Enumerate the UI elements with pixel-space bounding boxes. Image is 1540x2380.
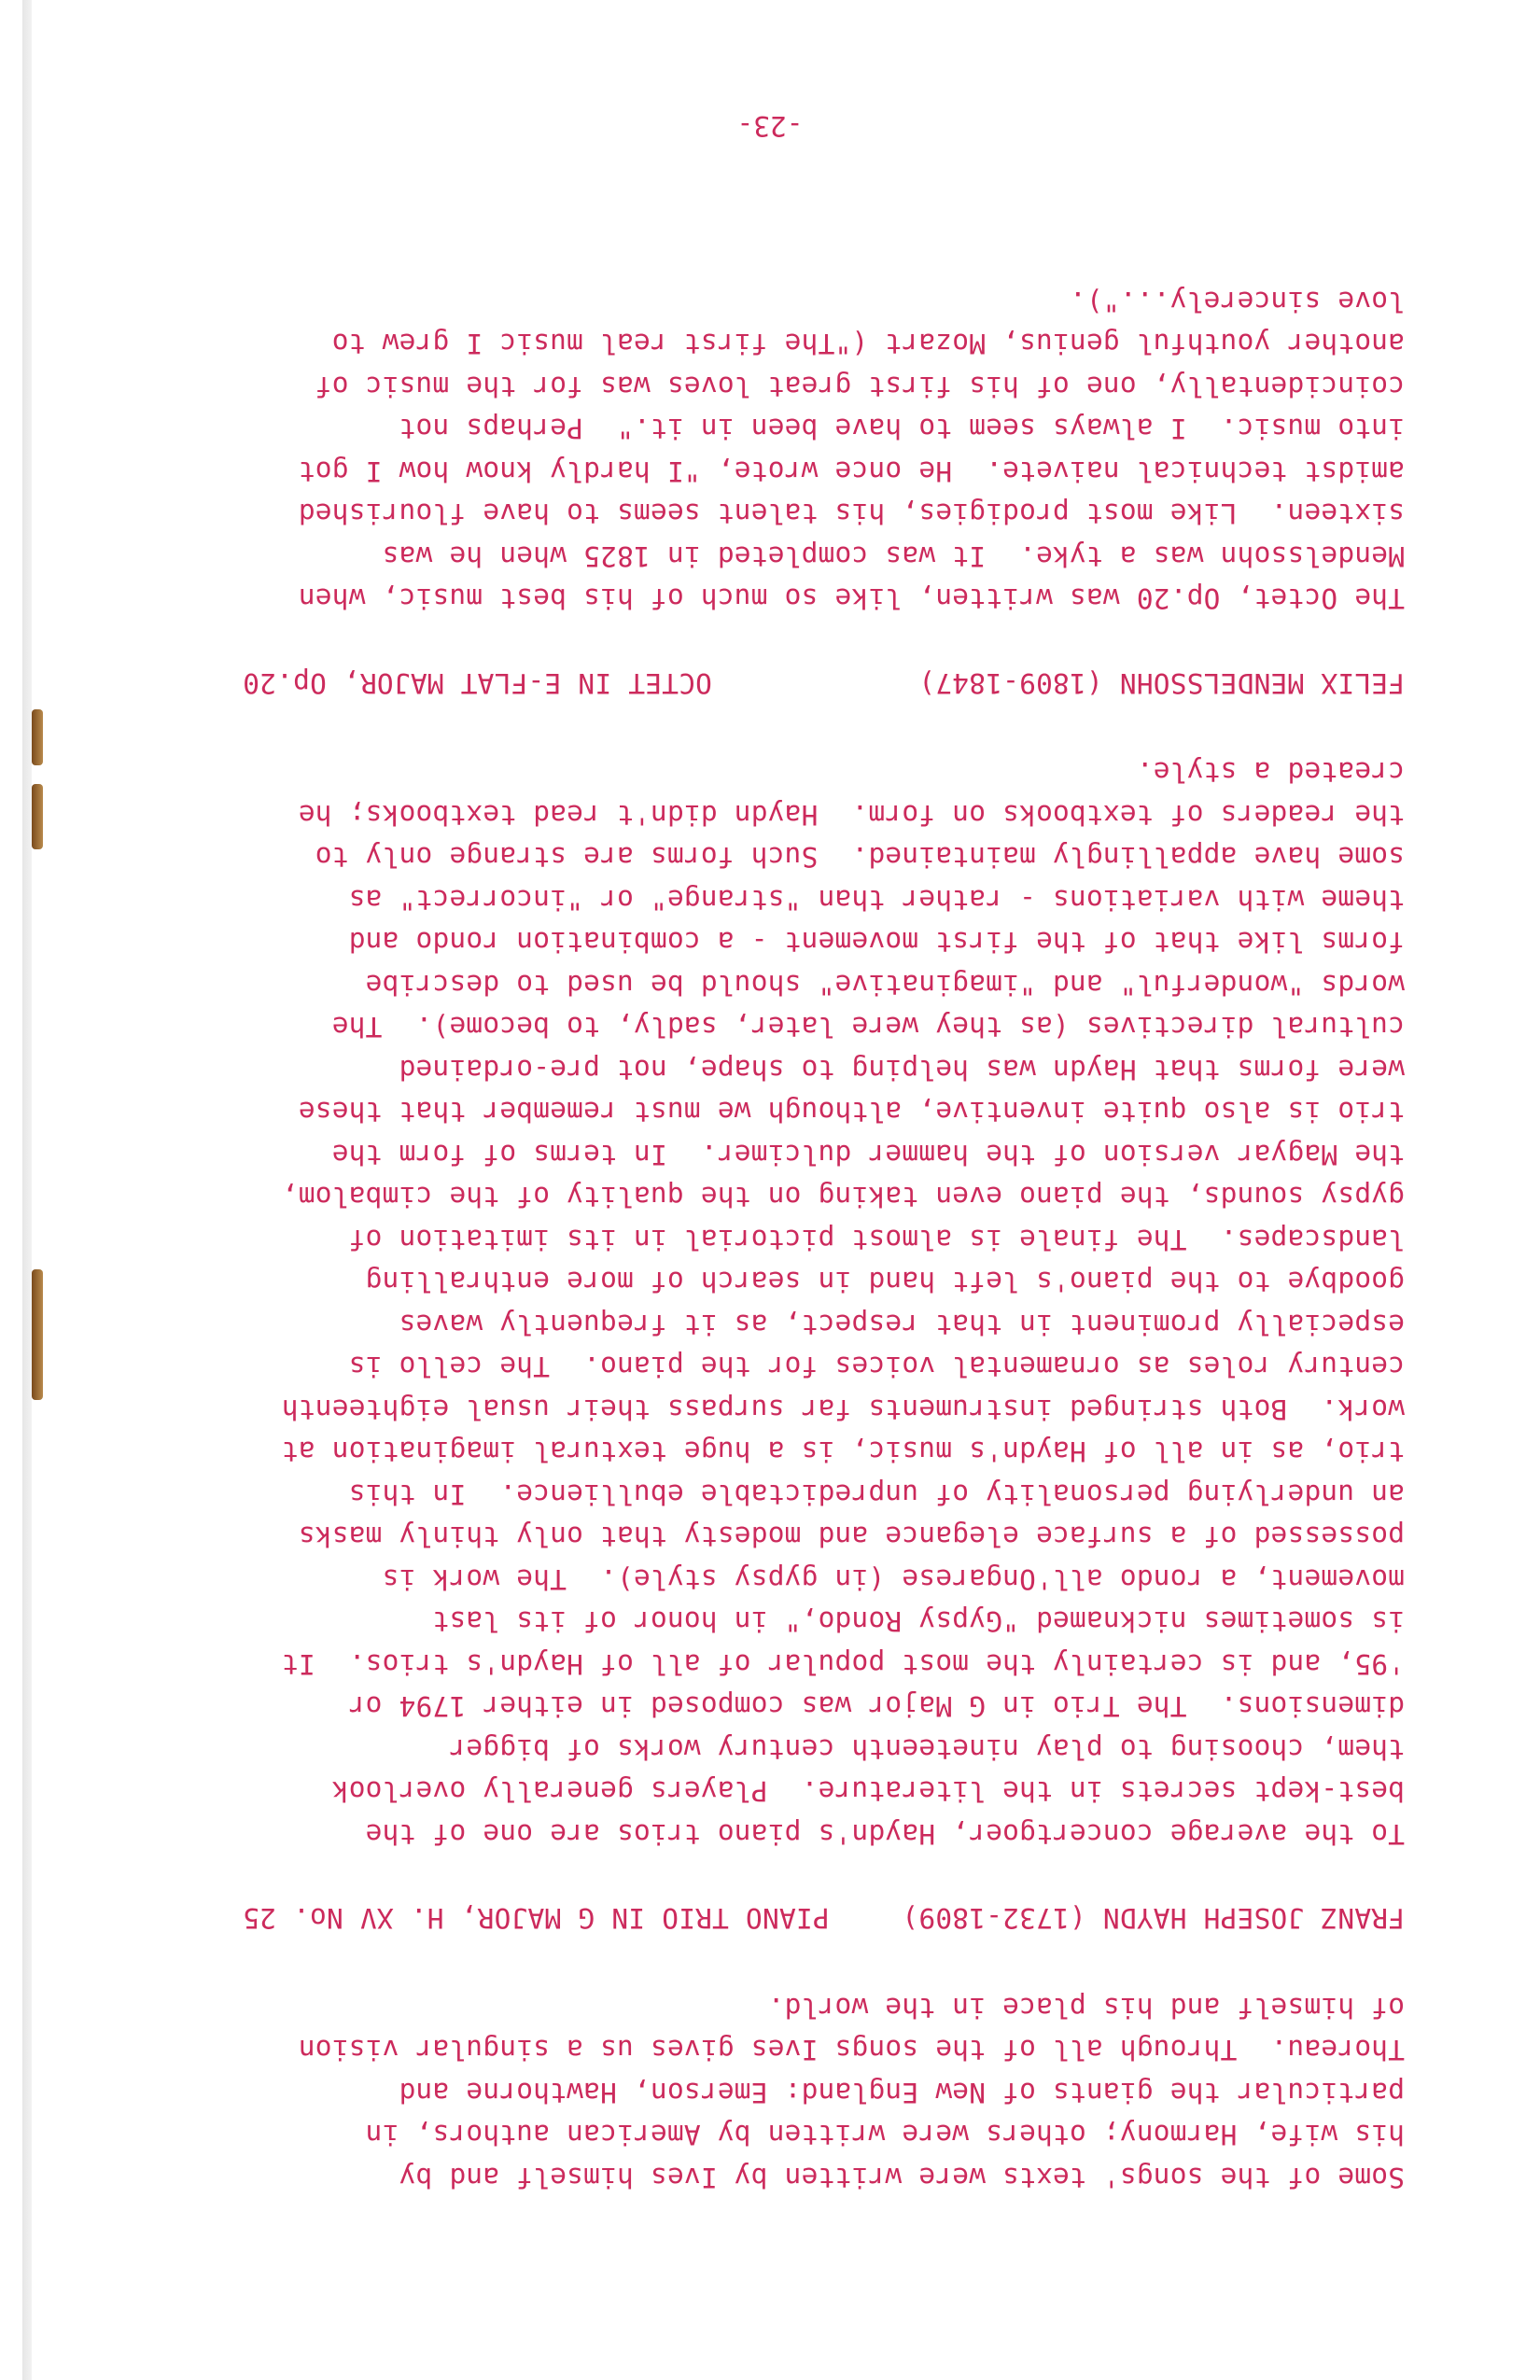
text-line: To the average concertgoer, Haydn's piano trios are one of the	[365, 1818, 1405, 1850]
text-line: words "wonderful" and "imaginative" should be used to describe	[365, 969, 1405, 1001]
intro-paragraph	[243, 1986, 1405, 2199]
binding-clip-mark	[32, 784, 43, 849]
text-line: another youthful genius, Mozart ("The first real music I grew to	[331, 328, 1405, 360]
mendelssohn-heading	[243, 662, 1405, 705]
text-line: into music. I always seem to have been in it." Perhaps not	[399, 413, 1405, 445]
text-line: best-kept secrets in the literature. Players generally overlook	[331, 1775, 1405, 1808]
text-line: forms like that of the first movement - a combination rondo and	[348, 926, 1405, 959]
text-line: especially prominent in that respect, as it frequently waves	[399, 1309, 1405, 1340]
composer-name: FELIX MENDELSSOHN (1809-1847)	[918, 667, 1405, 699]
text-line: goodbye to the piano's left hand in search of more enthralling	[365, 1266, 1405, 1298]
scan-edge	[22, 0, 32, 2380]
text-line: of himself and his place in the world.	[767, 1992, 1405, 2023]
text-line: the readers of textbooks on form. Haydn didn't read textbooks; he	[298, 799, 1405, 831]
text-line: '95, and is certainly the most popular of all of Haydn's trios. It	[281, 1648, 1405, 1680]
text-line: century roles as ornamental voices for the piano. The cello is	[348, 1351, 1405, 1383]
text-line: coincidentally, one of his first great loves was for the music of	[315, 371, 1405, 402]
text-line: them, choosing to play nineteenth century works of bigger	[449, 1733, 1405, 1765]
text-line: amidst technical naivete. He once wrote, "I hardly know how I got	[298, 455, 1405, 487]
text-line: were forms that Haydn was helping to shape, not pre-ordained	[399, 1054, 1405, 1085]
text-line: movement, a rondo all'Ongarese (in gypsy style). The work is	[382, 1563, 1405, 1595]
text-line: possessed of a surface elegance and modesty that only thinly masks	[298, 1520, 1405, 1553]
text-line: some have appallingly maintained. Such forms are strange only to	[315, 841, 1405, 874]
haydn-heading	[243, 1897, 1405, 1939]
page-body	[243, 280, 1405, 2199]
text-line: created a style.	[1136, 756, 1405, 789]
work-title: PIANO TRIO IN G MAJOR, H. XV No. 25	[243, 1902, 830, 1935]
text-line: an underlying personality of unpredictable ebullience. In this	[348, 1478, 1405, 1510]
text-line: trio, as in all of Haydn's music, is a huge textural imagination at	[281, 1435, 1405, 1468]
text-line: love sincerely...").	[1069, 286, 1405, 317]
work-title: OCTET IN E-FLAT MAJOR, Op.20	[243, 667, 712, 699]
text-line: Some of the songs' texts were written by Ives himself and by	[399, 2162, 1405, 2193]
binding-clip-mark	[32, 709, 43, 765]
text-line: work. Both stringed instruments far surpass their usual eighteenth	[281, 1393, 1405, 1425]
binding-clip-mark	[32, 1269, 43, 1400]
mendelssohn-paragraph	[243, 280, 1405, 620]
page-number: -23-	[736, 110, 804, 142]
text-line: landscapes. The finale is almost pictorial in its imitation of	[348, 1224, 1405, 1255]
text-line: his wife, Harmony; others were written by American authors, in	[365, 2119, 1405, 2151]
haydn-paragraph	[243, 750, 1405, 1855]
text-line: Thoreau. Through all of the songs Ives gives us a singular vision	[298, 2034, 1405, 2066]
text-line: dimensions. The Trio in G Major was composed in either 1794 or	[348, 1690, 1405, 1723]
text-line: The Octet, Op.20 was written, like so much of his best music, when	[298, 582, 1405, 615]
text-line: particular the giants of New England: Emerson, Hawthorne and	[399, 2077, 1405, 2108]
text-line: cultural directives (as they were later, sadly, to become). The	[331, 1011, 1405, 1043]
text-line: is sometimes nicknamed "Gypsy Rondo," in honor of its last	[432, 1605, 1405, 1638]
text-line: theme with variations - rather than "strange" or "incorrect" as	[348, 884, 1405, 916]
text-line: gypsy sounds, the piano even taking on the quality of the cimbalom,	[281, 1181, 1405, 1213]
text-line: the Magyar version of the hammer dulcimer. In terms of form the	[331, 1139, 1405, 1170]
text-line: trio is also quite inventive, although we must remember that these	[298, 1096, 1405, 1128]
text-line: sixteen. Like most prodigies, his talent seems to have flourished	[298, 497, 1405, 530]
text-line: Mendelssohn was a tyke. It was completed in 1825 when he was	[382, 540, 1405, 572]
composer-name: FRANZ JOSEPH HAYDN (1732-1809)	[902, 1902, 1405, 1935]
